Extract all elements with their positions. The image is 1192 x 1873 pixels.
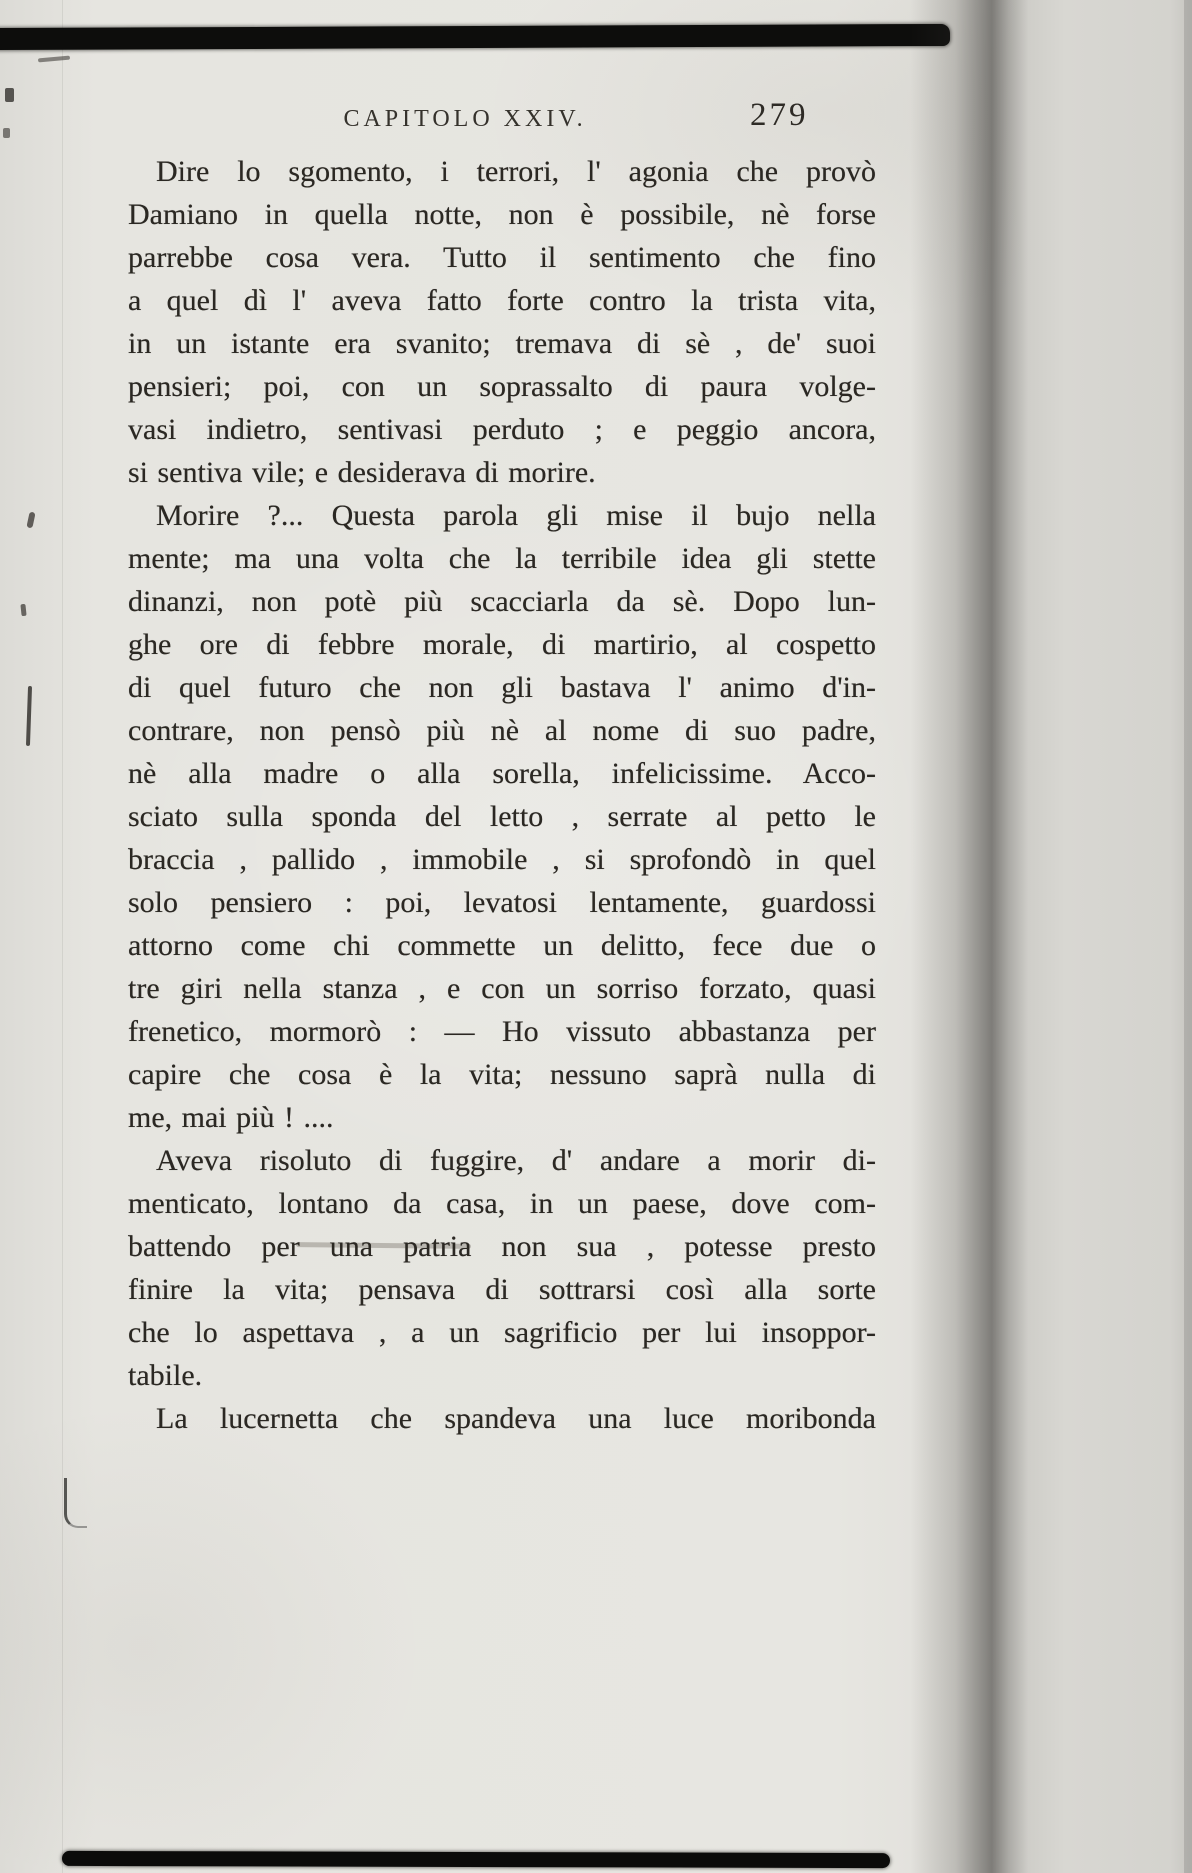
text-line: attorno come chi commette un delitto, fece due o (128, 929, 876, 962)
paragraph (128, 1397, 876, 1440)
ink-mark (38, 56, 70, 63)
text-line: menticato, lontano da casa, in un paese, dove com- (128, 1187, 876, 1220)
text-line: si sentiva vile; e desiderava di morire. (128, 456, 596, 489)
text-line: di quel futuro che non gli bastava l' animo d'in- (128, 671, 876, 704)
text-line: Morire ?... Questa parola gli mise il bujo nella (156, 499, 876, 532)
ink-mark (64, 1478, 87, 1528)
text-line: braccia , pallido , immobile , si sprofondò in quel (128, 843, 876, 876)
text-line: Aveva risoluto di fuggire, d' andare a morir di- (156, 1144, 876, 1177)
text-line: sciato sulla sponda del letto , serrate al petto le (128, 800, 876, 833)
text-line: battendo per una patria non sua , potesse presto (128, 1230, 876, 1263)
text-line: vasi indietro, sentivasi perduto ; e peggio ancora, (128, 413, 876, 446)
ink-mark (20, 604, 26, 616)
scan-artifact-top-bar (0, 24, 950, 50)
text-line: dinanzi, non potè più scacciarla da sè. Dopo lun- (128, 585, 876, 618)
page-fold-line (62, 0, 63, 1873)
page-edge-shadow (910, 0, 1192, 1873)
paragraph (128, 150, 876, 494)
ink-mark (3, 128, 10, 138)
ink-mark (26, 512, 35, 529)
text-line: capire che cosa è la vita; nessuno saprà nulla di (128, 1058, 876, 1091)
ink-mark (26, 686, 32, 746)
ink-mark (5, 88, 14, 102)
scan-right-edge (1184, 0, 1192, 1873)
text-line: a quel dì l' aveva fatto forte contro la trista vita, (128, 284, 876, 317)
text-line: finire la vita; pensava di sottrarsi così alla sorte (128, 1273, 876, 1306)
paragraph (128, 494, 876, 1139)
text-line: che lo aspettava , a un sagrificio per lui insoppor- (128, 1316, 876, 1349)
text-line: Damiano in quella notte, non è possibile, nè forse (128, 198, 876, 231)
text-line: solo pensiero : poi, levatosi lentamente, guardossi (128, 886, 876, 919)
text-line: tre giri nella stanza , e con un sorriso forzato, quasi (128, 972, 876, 1005)
text-line: La lucernetta che spandeva una luce moribonda (156, 1402, 876, 1435)
text-line: nè alla madre o alla sorella, infelicissime. Acco- (128, 757, 876, 790)
text-line: parrebbe cosa vera. Tutto il sentimento che fino (128, 241, 876, 274)
paragraph (128, 1139, 876, 1397)
text-line: Dire lo sgomento, i terrori, l' agonia che provò (156, 155, 876, 188)
text-block (128, 150, 876, 1440)
text-line: in un istante era svanito; tremava di sè , de' suoi (128, 327, 876, 360)
page-number: 279 (750, 97, 809, 133)
scan-artifact-bottom-bar (62, 1851, 890, 1868)
text-line: frenetico, mormorò : — Ho vissuto abbastanza per (128, 1015, 876, 1048)
chapter-title: CAPITOLO XXIV. (343, 106, 587, 132)
text-line: mente; ma una volta che la terribile idea gli stette (128, 542, 876, 575)
text-line: tabile. (128, 1359, 203, 1392)
text-line: pensieri; poi, con un soprassalto di paura volge- (128, 370, 876, 403)
text-line: contrare, non pensò più nè al nome di suo padre, (128, 714, 876, 747)
text-line: ghe ore di febbre morale, di martirio, al cospetto (128, 628, 876, 661)
text-line: me, mai più ! .... (128, 1101, 334, 1134)
